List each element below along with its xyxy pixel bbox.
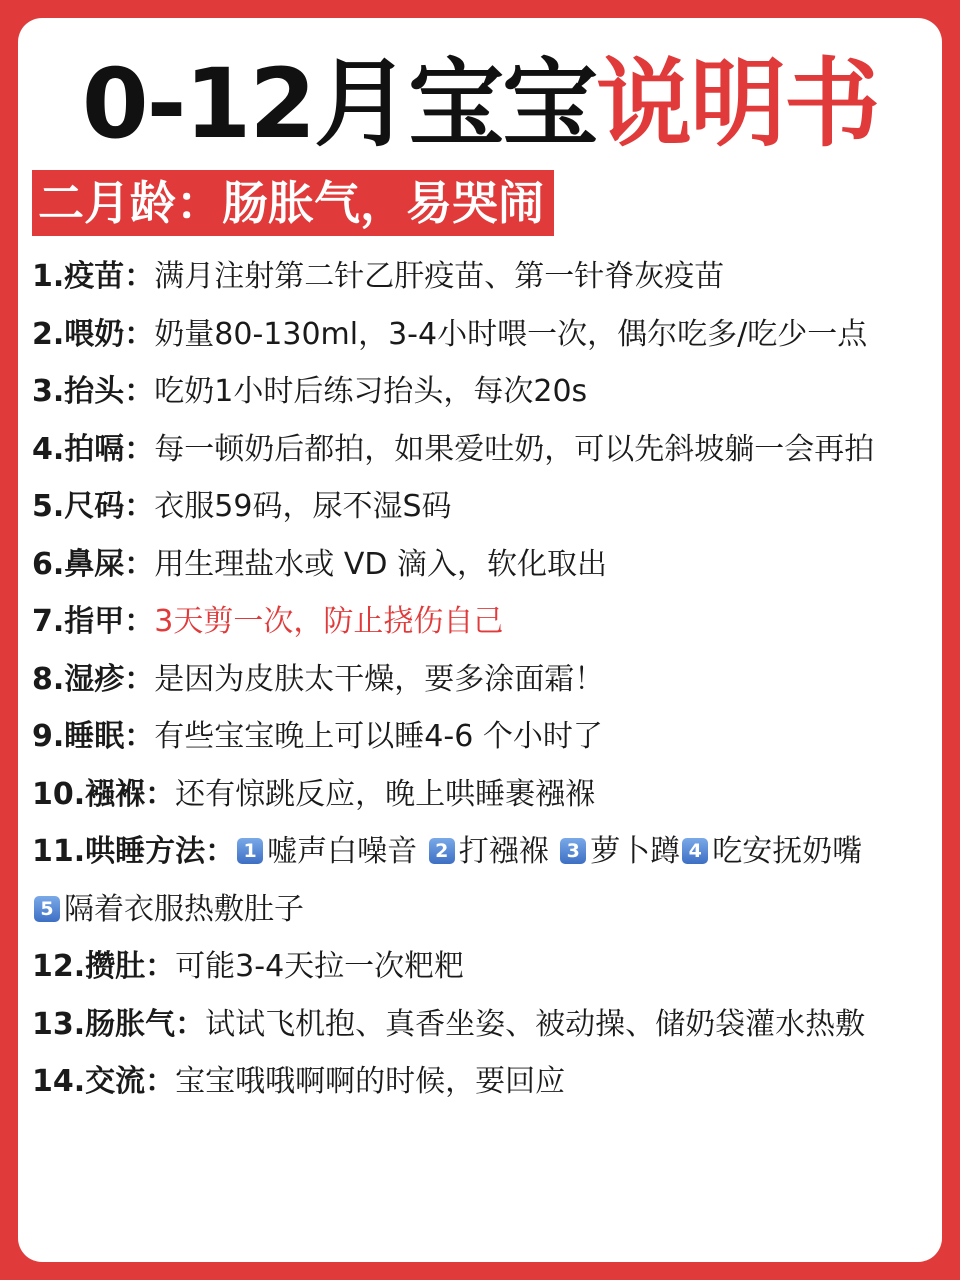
list-item [32, 306, 932, 364]
item-text: 有些宝宝晚上可以睡4-6 个小时了 [154, 719, 603, 754]
item-label: 14.交流： [32, 1064, 176, 1099]
item-label: 4.拍嗝： [32, 431, 155, 467]
item-label: 5.尺码： [32, 489, 155, 524]
info-card [18, 18, 942, 1262]
item-label: 2.喂奶： [32, 316, 155, 352]
item-label: 12.攒肚： [32, 949, 176, 984]
list-item [32, 478, 932, 536]
list-item [32, 938, 932, 996]
step-text: 萝卜蹲 [590, 834, 681, 869]
step-text: 嘘声白噪音 [267, 834, 427, 869]
list-item [32, 536, 932, 594]
item-label: 3.抬头： [32, 374, 155, 409]
item-label: 9.睡眠： [32, 719, 155, 754]
item-label: 11.哄睡方法： [32, 834, 236, 869]
item-text: 用生理盐水或 VD 滴入，软化取出 [154, 546, 607, 582]
list-item [32, 1053, 932, 1111]
item-text: 宝宝哦哦啊啊的时候，要回应 [175, 1064, 566, 1099]
item-label: 6.鼻屎： [32, 546, 155, 582]
list-item [32, 708, 932, 766]
page-title [18, 44, 942, 164]
item-text: 是因为皮肤太干燥，要多涂面霜！ [154, 661, 605, 697]
list-item [32, 766, 932, 824]
keycap-4-icon: 4 [682, 838, 708, 864]
item-text: 还有惊跳反应，晚上哄睡裹襁褓 [175, 776, 596, 812]
section-heading: 二月龄：肠胀气，易哭闹 [32, 170, 554, 236]
item-label: 7.指甲： [32, 604, 155, 639]
item-label: 13.肠胀气： [32, 1006, 206, 1042]
item-label: 8.湿疹： [32, 661, 155, 697]
keycap-5-icon: 5 [34, 896, 60, 922]
keycap-3-icon: 3 [560, 838, 586, 864]
item-text-highlighted: 3天剪一次，防止挠伤自己 [154, 604, 504, 639]
list-item [32, 363, 932, 421]
item-text: 每一顿奶后都拍，如果爱吐奶，可以先斜坡躺一会再拍 [154, 431, 875, 467]
item-text: 可能3-4天拉一次粑粑 [175, 949, 465, 984]
item-text: 吃奶1小时后练习抬头，每次20s [154, 374, 588, 409]
keycap-2-icon: 2 [429, 838, 455, 864]
item-text: 满月注射第二针乙肝疫苗、第一针脊灰疫苗 [154, 259, 725, 294]
item-text: 奶量80-130ml，3-4小时喂一次，偶尔吃多/吃少一点 [154, 316, 868, 352]
title-black-part: 0-12月宝宝 [81, 48, 597, 160]
step-text: 打襁褓 [458, 834, 559, 869]
item-text: 衣服59码，尿不湿S码 [154, 489, 452, 524]
list-item [32, 593, 932, 651]
item-label: 1.疫苗： [32, 259, 155, 294]
list-item-soothing-methods [32, 823, 932, 938]
item-text: 试试飞机抱、真香坐姿、被动操、储奶袋灌水热敷 [205, 1006, 866, 1042]
list-item [32, 421, 932, 479]
keycap-1-icon: 1 [237, 838, 263, 864]
item-label: 10.襁褓： [32, 776, 176, 812]
step-text: 吃安抚奶嘴 [712, 834, 863, 869]
list-item [32, 996, 932, 1054]
tips-list [32, 248, 932, 1111]
title-red-part: 说明书 [596, 48, 879, 160]
list-item [32, 248, 932, 306]
list-item [32, 651, 932, 709]
step-text: 隔着衣服热敷肚子 [64, 891, 304, 927]
